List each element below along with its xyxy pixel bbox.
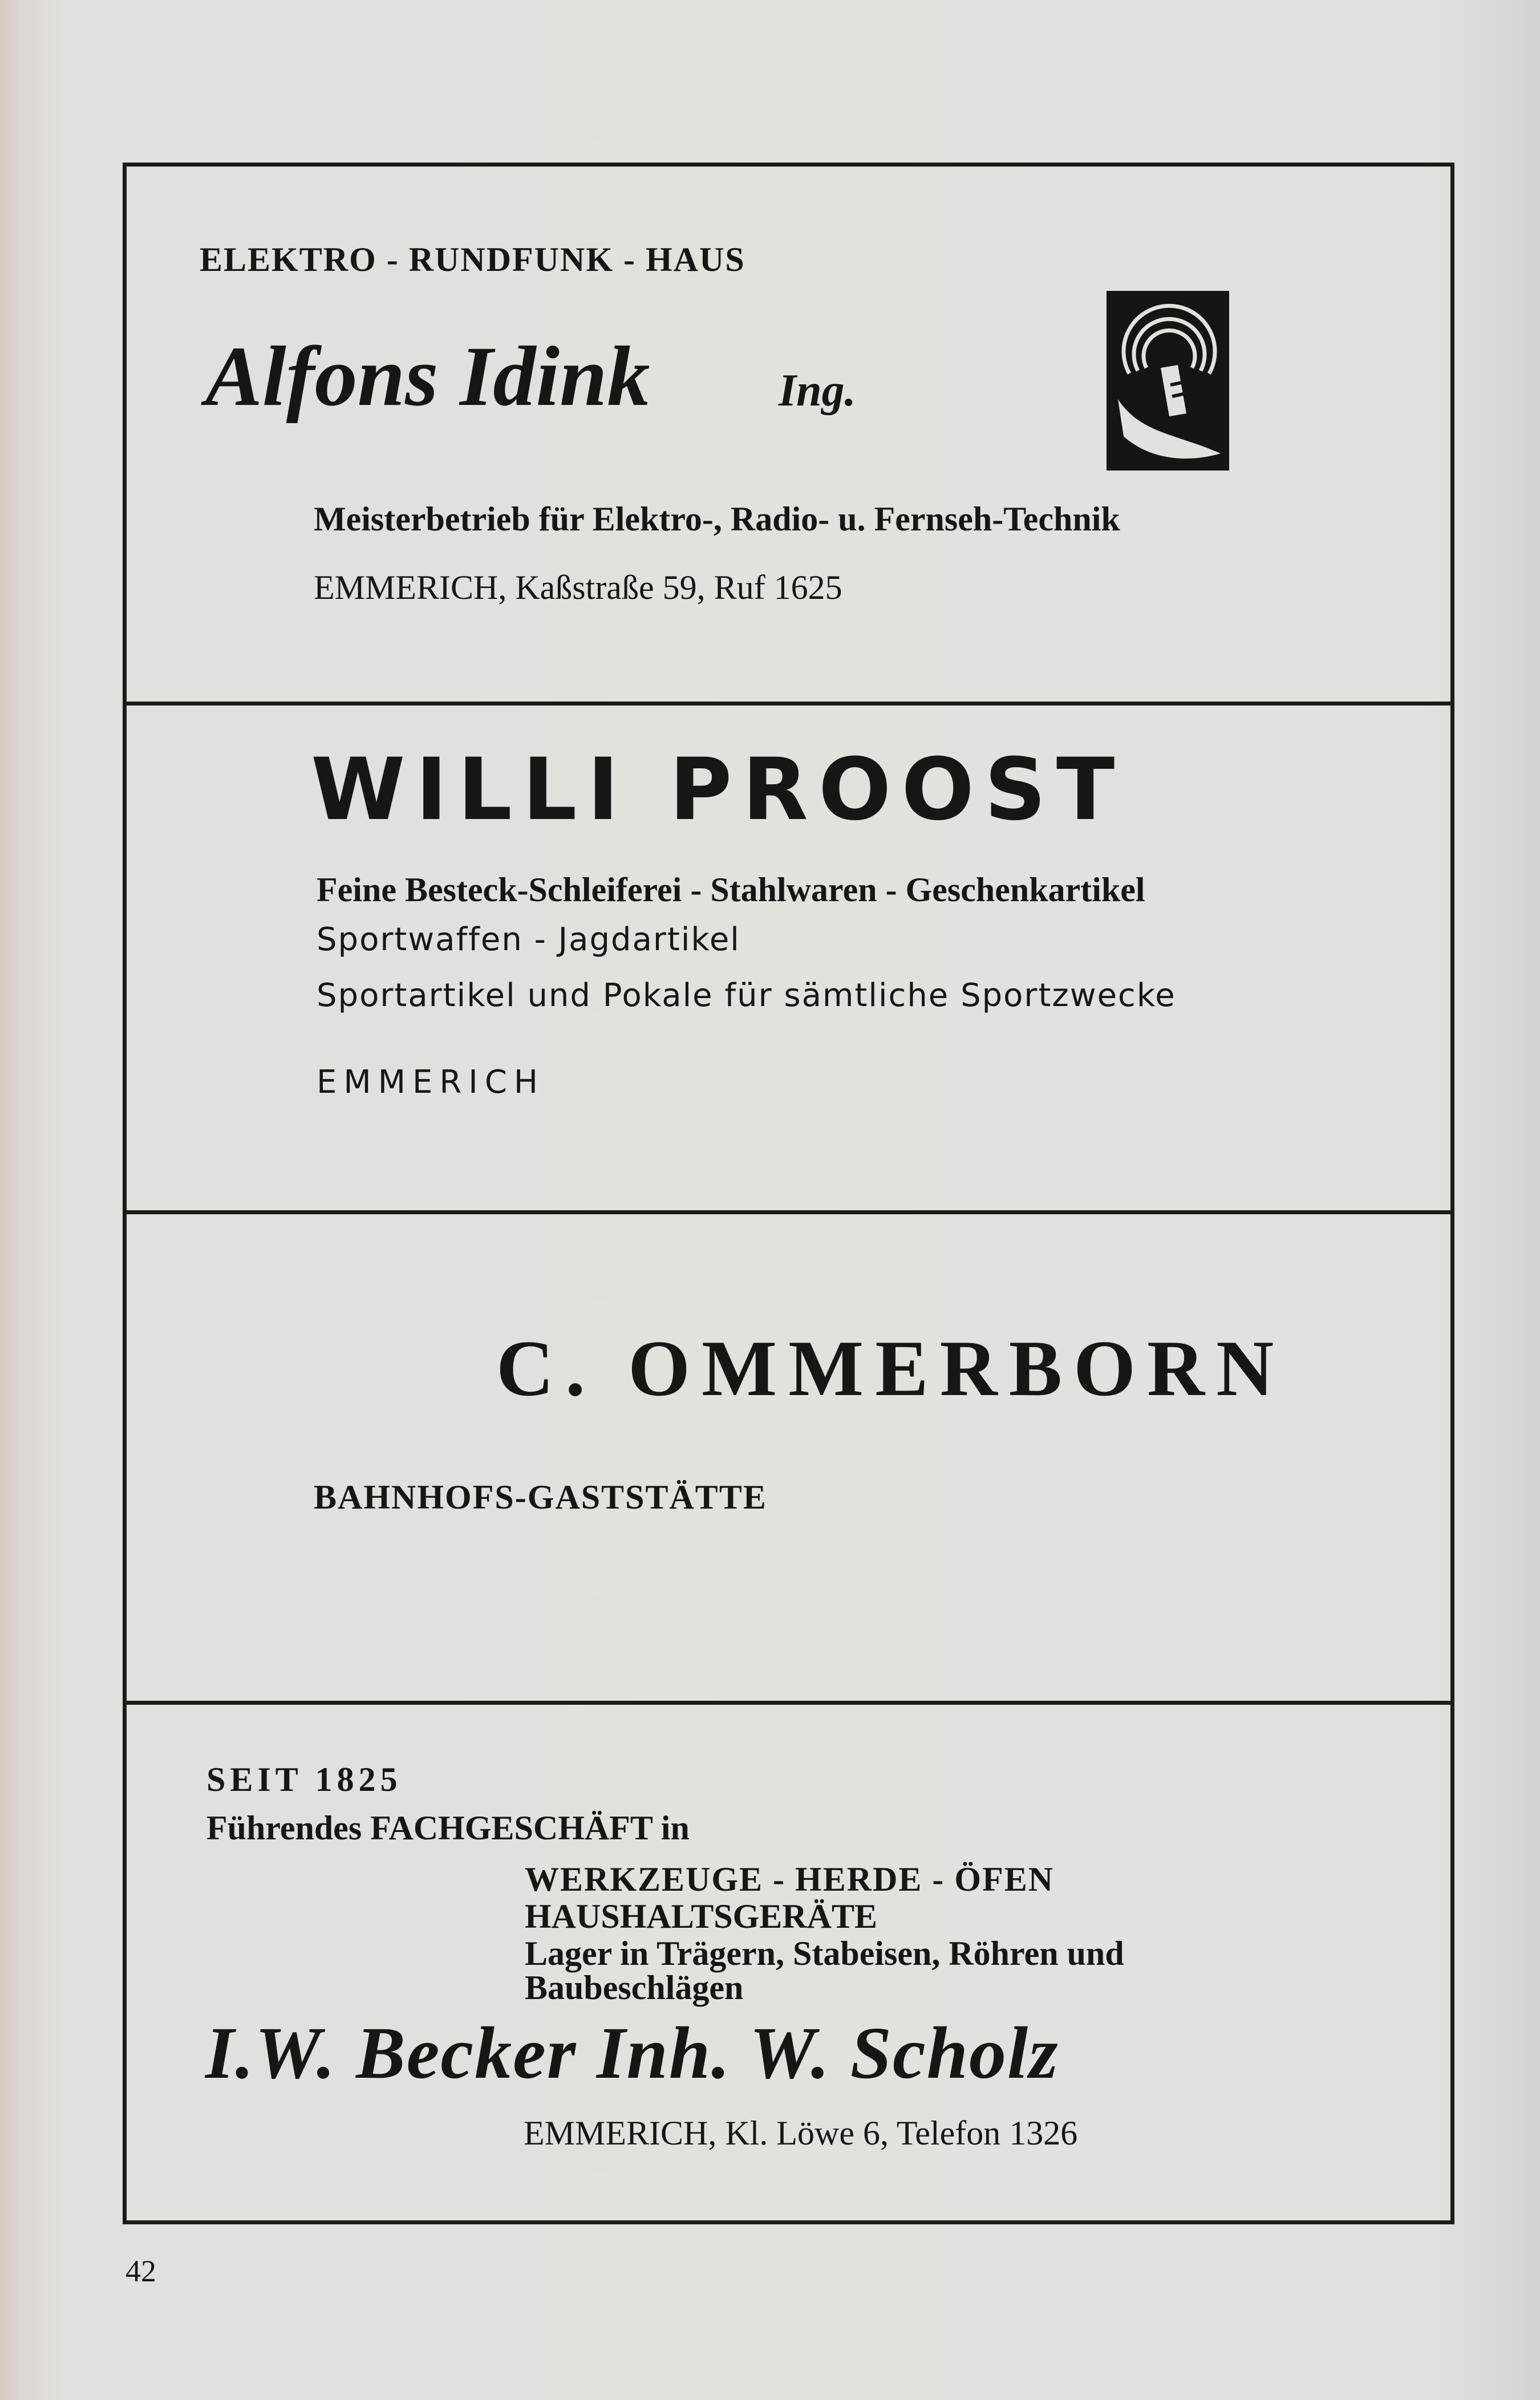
ad-ommerborn-subtitle: BAHNHOFS-GASTSTÄTTE [314, 1478, 767, 1516]
ad-becker-products4: Baubeschlägen [525, 1969, 744, 2006]
ad-proost-city: EMMERICH [317, 1064, 545, 1101]
ad-becker-name: I.W. Becker Inh. W. Scholz [205, 2012, 1059, 2094]
page-number: 42 [125, 2254, 156, 2288]
ad-proost-line3: Sportartikel und Pokale für sämtliche Sportzwecke [317, 977, 1176, 1014]
ad-proost-line2: Sportwaffen - Jagdartikel [317, 921, 740, 958]
ad-becker-address: EMMERICH, Kl. Löwe 6, Telefon 1326 [524, 2114, 1078, 2152]
ad-idink-title-suffix: Ing. [779, 366, 856, 416]
radio-antenna-logo-icon [1107, 291, 1229, 471]
ad-becker-products1: WERKZEUGE - HERDE - ÖFEN [525, 1860, 1055, 1898]
ad-ommerborn-name: C. OMMERBORN [496, 1324, 1286, 1413]
ad-idink-address: EMMERICH, Kaßstraße 59, Ruf 1625 [314, 569, 842, 606]
ad-idink-services: Meisterbetrieb für Elektro-, Radio- u. Fernseh-Technik [314, 500, 1120, 538]
ad-proost-line1: Feine Besteck-Schleiferei - Stahlwaren - Geschenkartikel [317, 871, 1145, 909]
ad-becker-lead: Führendes FACHGESCHÄFT in [206, 1809, 690, 1847]
divider-line [123, 1701, 1454, 1705]
ad-becker-products3: Lager in Trägern, Stabeisen, Röhren und [525, 1935, 1124, 1972]
ad-idink-heading: ELEKTRO - RUNDFUNK - HAUS [200, 241, 745, 278]
ad-proost-name: WILLI PROOST [311, 740, 1125, 840]
ad-idink-name: Alfons Idink [205, 329, 650, 424]
ad-becker-since: SEIT 1825 [206, 1761, 402, 1798]
divider-line [123, 1210, 1454, 1214]
ad-becker-products2: HAUSHALTSGERÄTE [525, 1898, 877, 1935]
divider-line [123, 702, 1454, 706]
